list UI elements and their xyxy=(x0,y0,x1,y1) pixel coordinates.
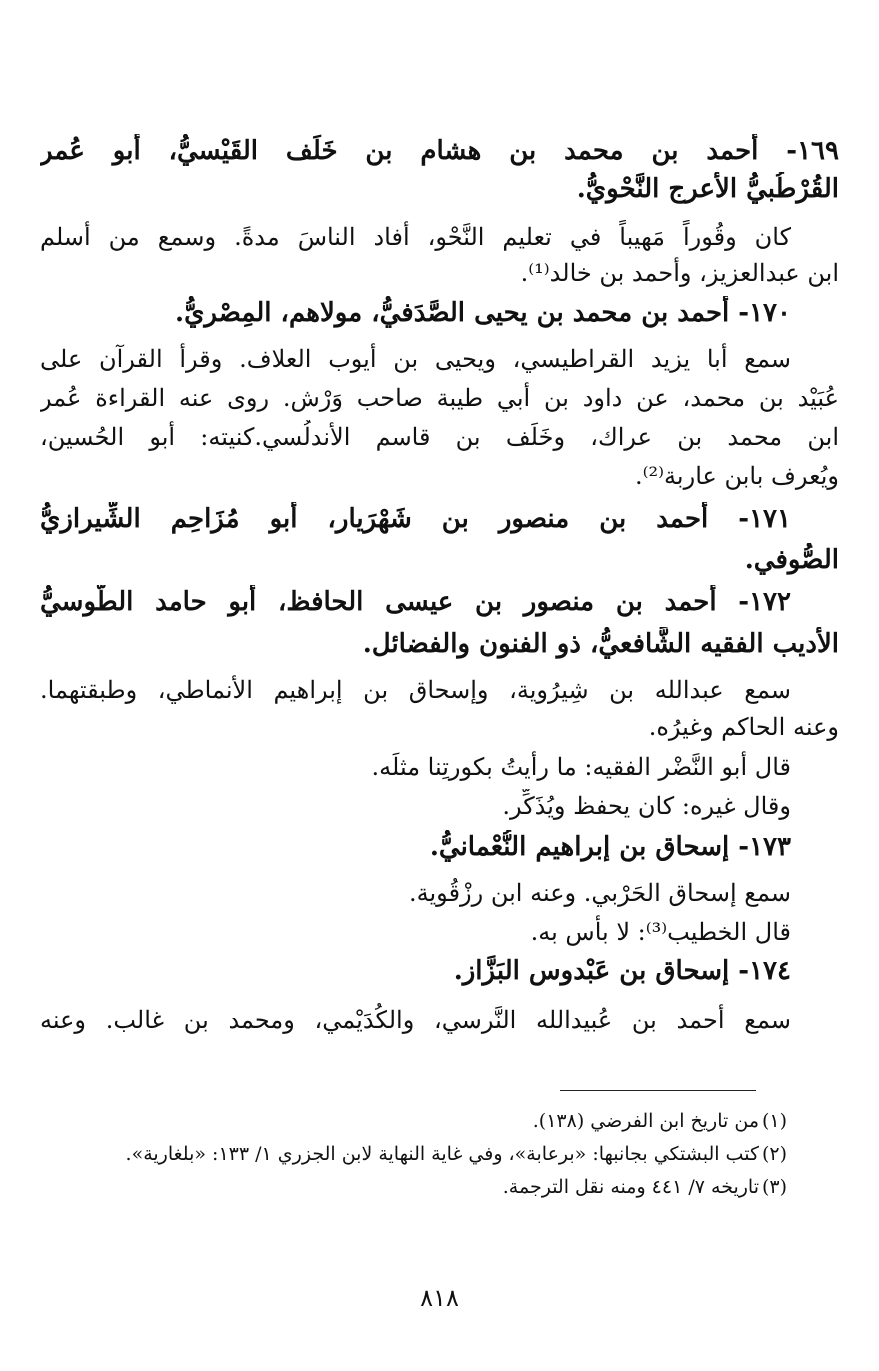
entry-173-text-2: قال الخطيب⁽³⁾: لا بأس به. xyxy=(530,918,791,946)
entry-169-text-cont: ابن عبدالعزيز، وأحمد بن خالد⁽¹⁾. xyxy=(520,259,839,287)
entry-172-text: سمع عبدالله بن شِيرُوية، وإسحاق بن إبراهيم الأنماطي، وطبقتهما. xyxy=(40,676,791,704)
footnote-2-text: كتب البشتكي بجانبها: «برعابة»، وفي غاية النهاية لابن الجزري ١/ ١٣٣: «بلغارية». xyxy=(125,1143,759,1165)
page-number: ٨١٨ xyxy=(420,1284,459,1312)
footnote-1-text: من تاريخ ابن الفرضي (١٣٨). xyxy=(532,1110,759,1132)
entry-172-quote-1: قال أبو النَّضْر الفقيه: ما رأيتُ بكورتِنا مثلَه. xyxy=(371,753,791,781)
entry-170-text-2: عُبَيْد بن محمد، عن داود بن أبي طيبة صاحب وَرْش. روى عنه القراءة عُمر xyxy=(40,384,839,412)
footnote-2-number: (٢) xyxy=(761,1143,787,1165)
entry-172-text-2: وعنه الحاكم وغيرُه. xyxy=(648,713,839,741)
entry-174-heading: ١٧٤- إسحاق بن عَبْدوس البَزَّاز. xyxy=(453,956,791,986)
entry-172-heading-cont: الأديب الفقيه الشَّافعيُّ، ذو الفنون والفضائل. xyxy=(362,629,839,659)
entry-173-heading: ١٧٣- إسحاق بن إبراهيم النُّعْمانيُّ. xyxy=(429,832,791,862)
entry-170-text-3: ابن محمد بن عراك، وخَلَف بن قاسم الأندلُسي.كنيته: أبو الحُسين، xyxy=(40,423,839,451)
entry-169-heading-cont: القُرْطُبيُّ الأعرج النَّحْويُّ. xyxy=(576,174,839,204)
entry-170-heading: ١٧٠- أحمد بن محمد بن يحيى الصَّدَفيُّ، مولاهم، المِصْريُّ. xyxy=(175,298,791,328)
entry-172-heading: ١٧٢- أحمد بن منصور بن عيسى الحافظ، أبو حامد الطُّوسيُّ xyxy=(40,587,791,617)
entry-169-text: كان وقُوراً مَهيباً في تعليم النَّحْو، أفاد الناسَ مدةً. وسمع من أسلم xyxy=(40,223,791,251)
footnote-1-number: (١) xyxy=(761,1110,787,1132)
entry-173-text: سمع إسحاق الحَرْبي. وعنه ابن رزْقُوية. xyxy=(409,879,791,907)
entry-174-text: سمع أحمد بن عُبيدالله النَّرسي، والكُدَيْمي، ومحمد بن غالب. وعنه xyxy=(40,1006,791,1034)
footnote-3-text: تاريخه ٧/ ٤٤١ ومنه نقل الترجمة. xyxy=(502,1176,759,1198)
footnote-separator xyxy=(560,1090,756,1091)
footnote-3-number: (٣) xyxy=(761,1176,787,1198)
entry-172-quote-2: وقال غيره: كان يحفظ ويُذَكِّر. xyxy=(502,792,791,820)
entry-170-text-4: ويُعرف بابن عاربة⁽²⁾. xyxy=(635,462,839,490)
entry-171-heading-cont: الصُّوفي. xyxy=(744,545,839,575)
entry-170-text: سمع أبا يزيد القراطيسي، ويحيى بن أيوب العلاف. وقرأ القرآن على xyxy=(40,345,791,373)
entry-171-heading: ١٧١- أحمد بن منصور بن شَهْرَيار، أبو مُزَاحِم الشِّيرازيُّ xyxy=(40,504,791,534)
entry-169-heading: ١٦٩- أحمد بن محمد بن هشام بن خَلَف القَيْسيُّ، أبو عُمر xyxy=(40,136,839,166)
